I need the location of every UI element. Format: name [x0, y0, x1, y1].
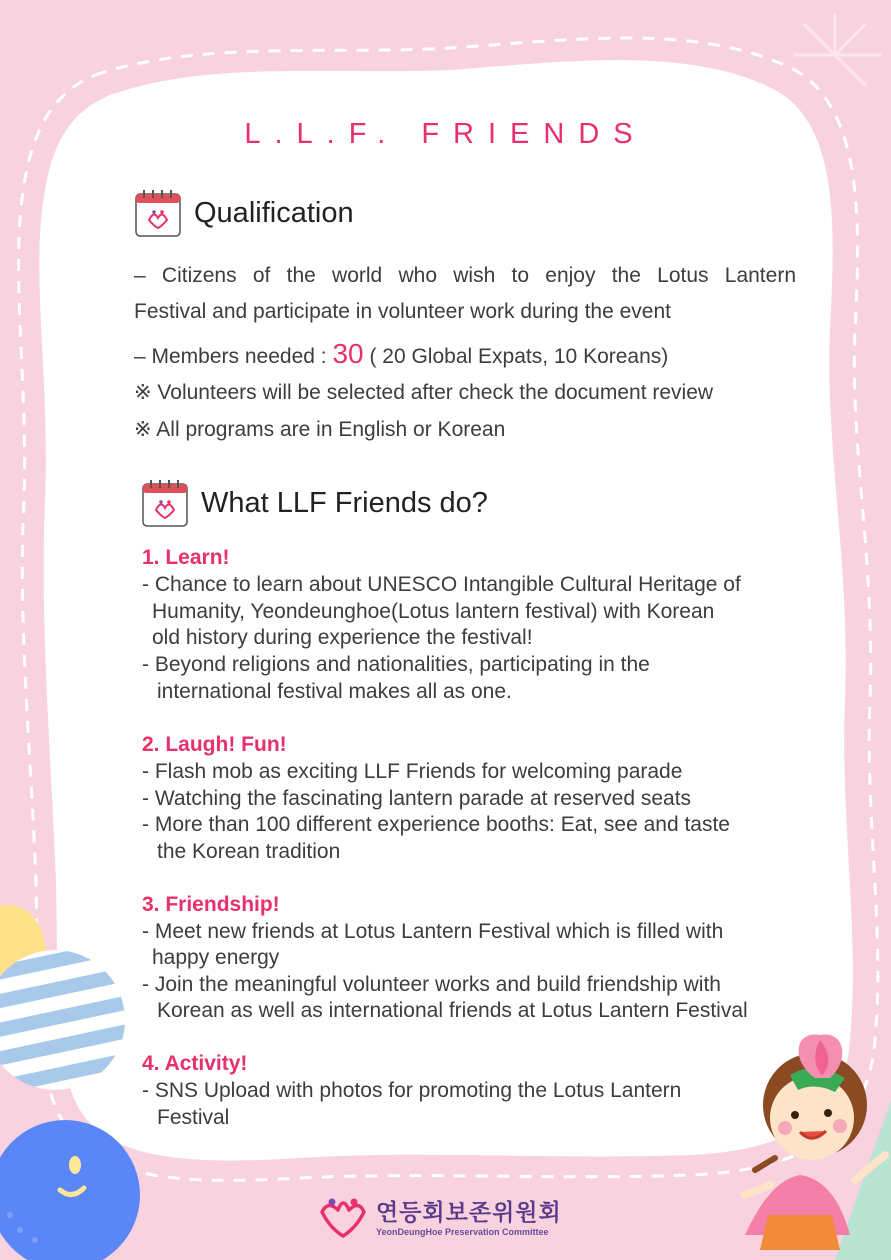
friendship-line-3: - Join the meaningful volunteer works and build friendship with	[142, 973, 721, 996]
qualification-line-1b: Festival and participate in volunteer work during the event	[134, 300, 671, 323]
section-title-friendship: 3. Friendship!	[142, 893, 280, 916]
logo-english-text: YeonDeungHoe Preservation Committee	[376, 1226, 549, 1237]
members-count: 30	[332, 338, 364, 369]
friendship-line-1: - Meet new friends at Lotus Lantern Festival which is filled with	[142, 920, 724, 943]
qualification-line-1a: – Citizens of the world who wish to enjoy the Lotus Lantern	[134, 264, 796, 287]
laugh-line-1: - Flash mob as exciting LLF Friends for welcoming parade	[142, 760, 683, 783]
qualification-note-2: ※ All programs are in English or Korean	[134, 418, 506, 441]
lotus-logo-icon	[316, 1190, 370, 1240]
learn-line-1: - Chance to learn about UNESCO Intangible Cultural Heritage of	[142, 573, 741, 596]
what-heading-row	[141, 478, 488, 528]
activity-line-1: - SNS Upload with photos for promoting the Lotus Lantern	[142, 1079, 682, 1102]
learn-line-4: - Beyond religions and nationalities, participating in the	[142, 653, 650, 676]
qualification-heading: Qualification	[194, 196, 354, 229]
section-title-laugh: 2. Laugh! Fun!	[142, 733, 287, 756]
calendar-icon	[134, 188, 182, 238]
page-title: L.L.F. FRIENDS	[244, 118, 647, 150]
qualification-note-1: ※ Volunteers will be selected after check the document review	[134, 381, 714, 404]
laugh-line-4: the Korean tradition	[157, 840, 341, 863]
logo-korean-text: 연등회보존위원회	[376, 1198, 562, 1225]
friendship-line-4: Korean as well as international friends at Lotus Lantern Festival	[157, 999, 748, 1022]
learn-line-2: Humanity, Yeondeunghoe(Lotus lantern festival) with Korean	[152, 600, 715, 623]
activity-line-2: Festival	[157, 1106, 230, 1129]
members-prefix: – Members needed :	[134, 345, 333, 368]
laugh-line-3: - More than 100 different experience booths: Eat, see and taste	[142, 813, 730, 836]
section-title-learn: 1. Learn!	[142, 546, 230, 569]
members-suffix: ( 20 Global Expats, 10 Koreans)	[363, 345, 669, 368]
members-needed-line	[134, 338, 668, 370]
footer-logo	[316, 1190, 562, 1240]
laugh-line-2: - Watching the fascinating lantern parade at reserved seats	[142, 787, 692, 810]
section-title-activity: 4. Activity!	[142, 1052, 248, 1075]
learn-line-5: international festival makes all as one.	[157, 680, 512, 703]
learn-line-3: old history during experience the festival!	[152, 626, 533, 649]
calendar-icon	[141, 478, 189, 528]
qualification-heading-row	[134, 188, 354, 238]
what-heading: What LLF Friends do?	[201, 486, 488, 519]
friendship-line-2: happy energy	[152, 946, 280, 969]
